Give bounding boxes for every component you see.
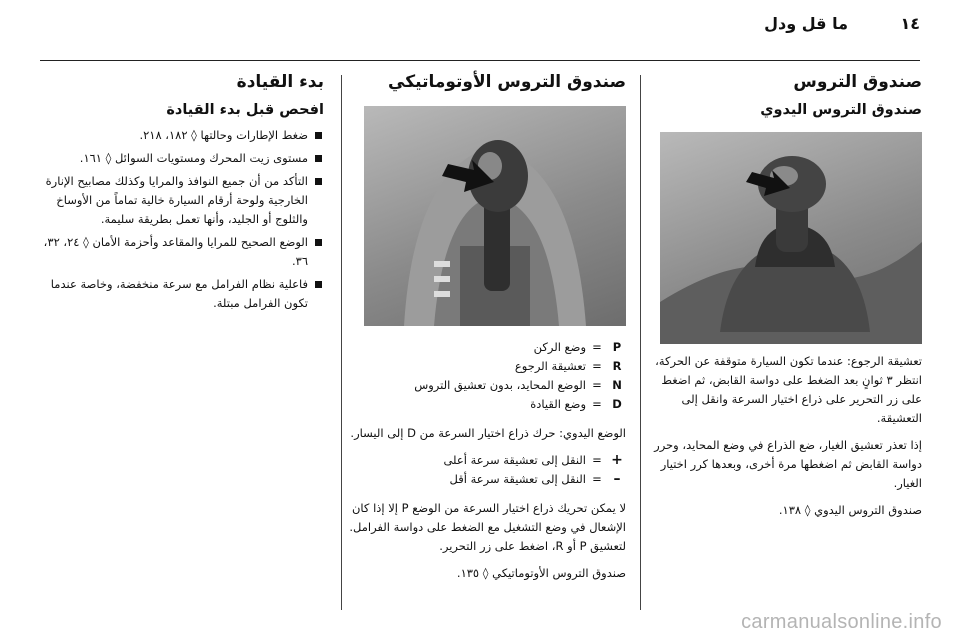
mode-row-d (338, 395, 626, 414)
manual-transmission-column (652, 72, 922, 528)
shift-desc: النقل إلى تعشيقة سرعة أعلى (443, 453, 586, 467)
section-heading: بدء القيادة (236, 72, 324, 92)
column-divider-right (640, 75, 641, 610)
section-subheading: افحص قبل بدء القيادة (166, 102, 324, 118)
equals-sign: = (592, 453, 602, 467)
manual-gear-lever-photo (660, 132, 922, 344)
mode-key: P (612, 340, 622, 354)
header-rule (40, 60, 920, 61)
shift-desc: النقل إلى تعشيقة سرعة أقل (449, 472, 586, 486)
page-header-title: ما قل ودل (764, 14, 848, 33)
equals-sign: = (592, 340, 602, 354)
manual-ref-text: صندوق التروس اليدوي ◊ ١٣٨. (778, 503, 922, 517)
list-item: التأكد من أن جميع النوافذ والمرايا وكذلك مصابيح الإنارة الخارجية ولوحة أرقام السيارة خالية تماماً من الأوساخ والثلوج أو الجليد، وأنها تعمل بطريقة سليمة. (42, 172, 324, 229)
shift-up-row (338, 451, 626, 470)
shift-lock-note: لا يمكن تحريك ذراع اختيار السرعة من الوضع P إلا إذا كان الإشعال في وضع التشغيل مع الضغط على دواسة الفرامل. لتعشيق P أو R، اضغط على زر التحرير. (349, 501, 626, 553)
list-item: الوضع الصحيح للمرايا والمقاعد وأحزمة الأمان ◊ ٢٤، ٣٢، ٣٦. (42, 233, 324, 271)
automatic-gear-lever-photo (364, 106, 626, 326)
starting-column (42, 72, 324, 317)
mode-desc: وضع القيادة (530, 397, 586, 411)
reverse-gear-text: تعشيقة الرجوع: عندما تكون السيارة متوقفة عن الحركة، انتظر ٣ ثوانٍ بعد الضغط على دواسة القابض، ثم اضغط على زر التحرير على ذراع اختيار السرعة وانقل إلى التعشيقة. (655, 354, 922, 425)
equals-sign: = (592, 359, 602, 373)
watermark-text: carmanualsonline.info (741, 611, 942, 633)
mode-desc: الوضع المحايد، بدون تعشيق التروس (414, 378, 586, 392)
automatic-transmission-column (338, 72, 626, 591)
list-item: ضغط الإطارات وحالتها ◊ ١٨٢، ٢١٨. (42, 126, 324, 145)
mode-row-p (338, 338, 626, 357)
mode-key: N (612, 378, 622, 392)
section-subheading: صندوق التروس اليدوي (760, 102, 922, 118)
automatic-ref-text: صندوق التروس الأوتوماتيكي ◊ ١٣٥. (456, 566, 626, 580)
gear-fail-text: إذا تعذر تعشيق الغيار، ضع الذراع في وضع المحايد، وحرر دواسة القابض ثم اضغطها مرة أخرى، وبعدها كرر اختيار الغيار. (654, 438, 922, 490)
equals-sign: = (592, 397, 602, 411)
page-header (40, 14, 920, 44)
section-heading: صندوق التروس (793, 72, 922, 92)
list-item: فاعلية نظام الفرامل مع سرعة منخفضة، وخاصة عندما تكون الفرامل مبتلة. (42, 275, 324, 313)
mode-key: R (612, 359, 622, 373)
minus-icon: – (613, 471, 621, 487)
mode-row-n (338, 376, 626, 395)
page-number: ١٤ (900, 14, 920, 33)
equals-sign: = (592, 378, 602, 392)
shift-down-row (338, 470, 626, 489)
equals-sign: = (592, 472, 602, 486)
checklist (42, 126, 324, 313)
mode-key: D (612, 397, 622, 411)
mode-desc: تعشيقة الرجوع (514, 359, 586, 373)
mode-desc: وضع الركن (533, 340, 586, 354)
list-item: مستوى زيت المحرك ومستويات السوائل ◊ ١٦١. (42, 149, 324, 168)
manual-mode-text: الوضع اليدوي: حرك ذراع اختيار السرعة من D إلى اليسار. (350, 426, 626, 440)
section-heading: صندوق التروس الأوتوماتيكي (388, 72, 626, 92)
plus-icon: + (611, 452, 623, 468)
mode-row-r (338, 357, 626, 376)
